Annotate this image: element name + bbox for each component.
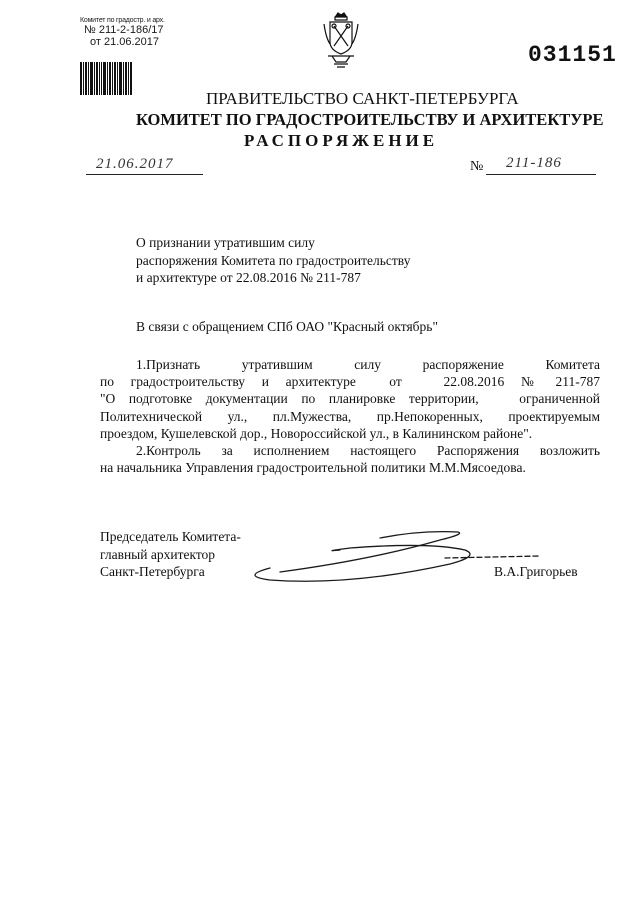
position-line: Санкт-Петербурга [100, 564, 205, 579]
subject-line: и архитектуре от 22.08.2016 № 211-787 [136, 270, 361, 285]
order-number: 211-186 [506, 155, 562, 171]
signatory-name: В.А.Григорьев [494, 564, 578, 579]
position-line: Председатель Комитета- [100, 529, 241, 544]
government-title: ПРАВИТЕЛЬСТВО САНКТ-ПЕТЕРБУРГА [206, 89, 519, 108]
number-sign: № [470, 159, 484, 174]
order-subject [136, 234, 410, 287]
coat-of-arms-icon [322, 12, 360, 70]
body-line: "О подготовке документации по планировке территории, ограниченной [100, 391, 600, 407]
signatory-position [100, 528, 241, 581]
stamp-reg-date: от 21.06.2017 [90, 36, 160, 48]
body-line: 1.Признать утратившим силу распоряжение Комитета [136, 357, 600, 372]
document-serial-number: 031151 [528, 42, 617, 68]
registration-stamp [80, 17, 190, 48]
number-underline [486, 174, 596, 175]
order-body [100, 356, 600, 476]
order-preamble: В связи с обращением СПб ОАО "Красный октябрь" [136, 319, 438, 334]
body-line: на начальника Управления градостроительной политики М.М.Мясоедова. [100, 460, 526, 476]
body-line: проездом, Кушелевской дор., Новороссийской ул., в Калининском районе". [100, 425, 533, 441]
subject-line: распоряжения Комитета по градостроительству [136, 252, 411, 268]
order-title: РАСПОРЯЖЕНИЕ [244, 131, 439, 150]
order-date: 21.06.2017 [96, 156, 174, 172]
subject-line: О признании утратившим силу [136, 235, 315, 250]
barcode-icon [80, 62, 132, 95]
paragraph-2 [100, 442, 600, 476]
body-line: 2.Контроль за исполнением настоящего Распоряжения возложить [136, 443, 600, 459]
body-line: Политехнической ул., пл.Мужества, пр.Непокоренных, проектируемым [100, 408, 600, 424]
stamp-org-line: Комитет по градостр. и арх. [80, 17, 165, 24]
committee-title: КОМИТЕТ ПО ГРАДОСТРОИТЕЛЬСТВУ И АРХИТЕКТУРЕ [136, 110, 604, 129]
body-line: по градостроительству и архитектуре от 22.08.2016 № 211-787 [100, 374, 600, 390]
paragraph-1 [100, 356, 600, 442]
stamp-reg-number: № 211-2-186/17 [84, 24, 164, 36]
date-underline [86, 174, 203, 175]
position-line: главный архитектор [100, 546, 216, 562]
